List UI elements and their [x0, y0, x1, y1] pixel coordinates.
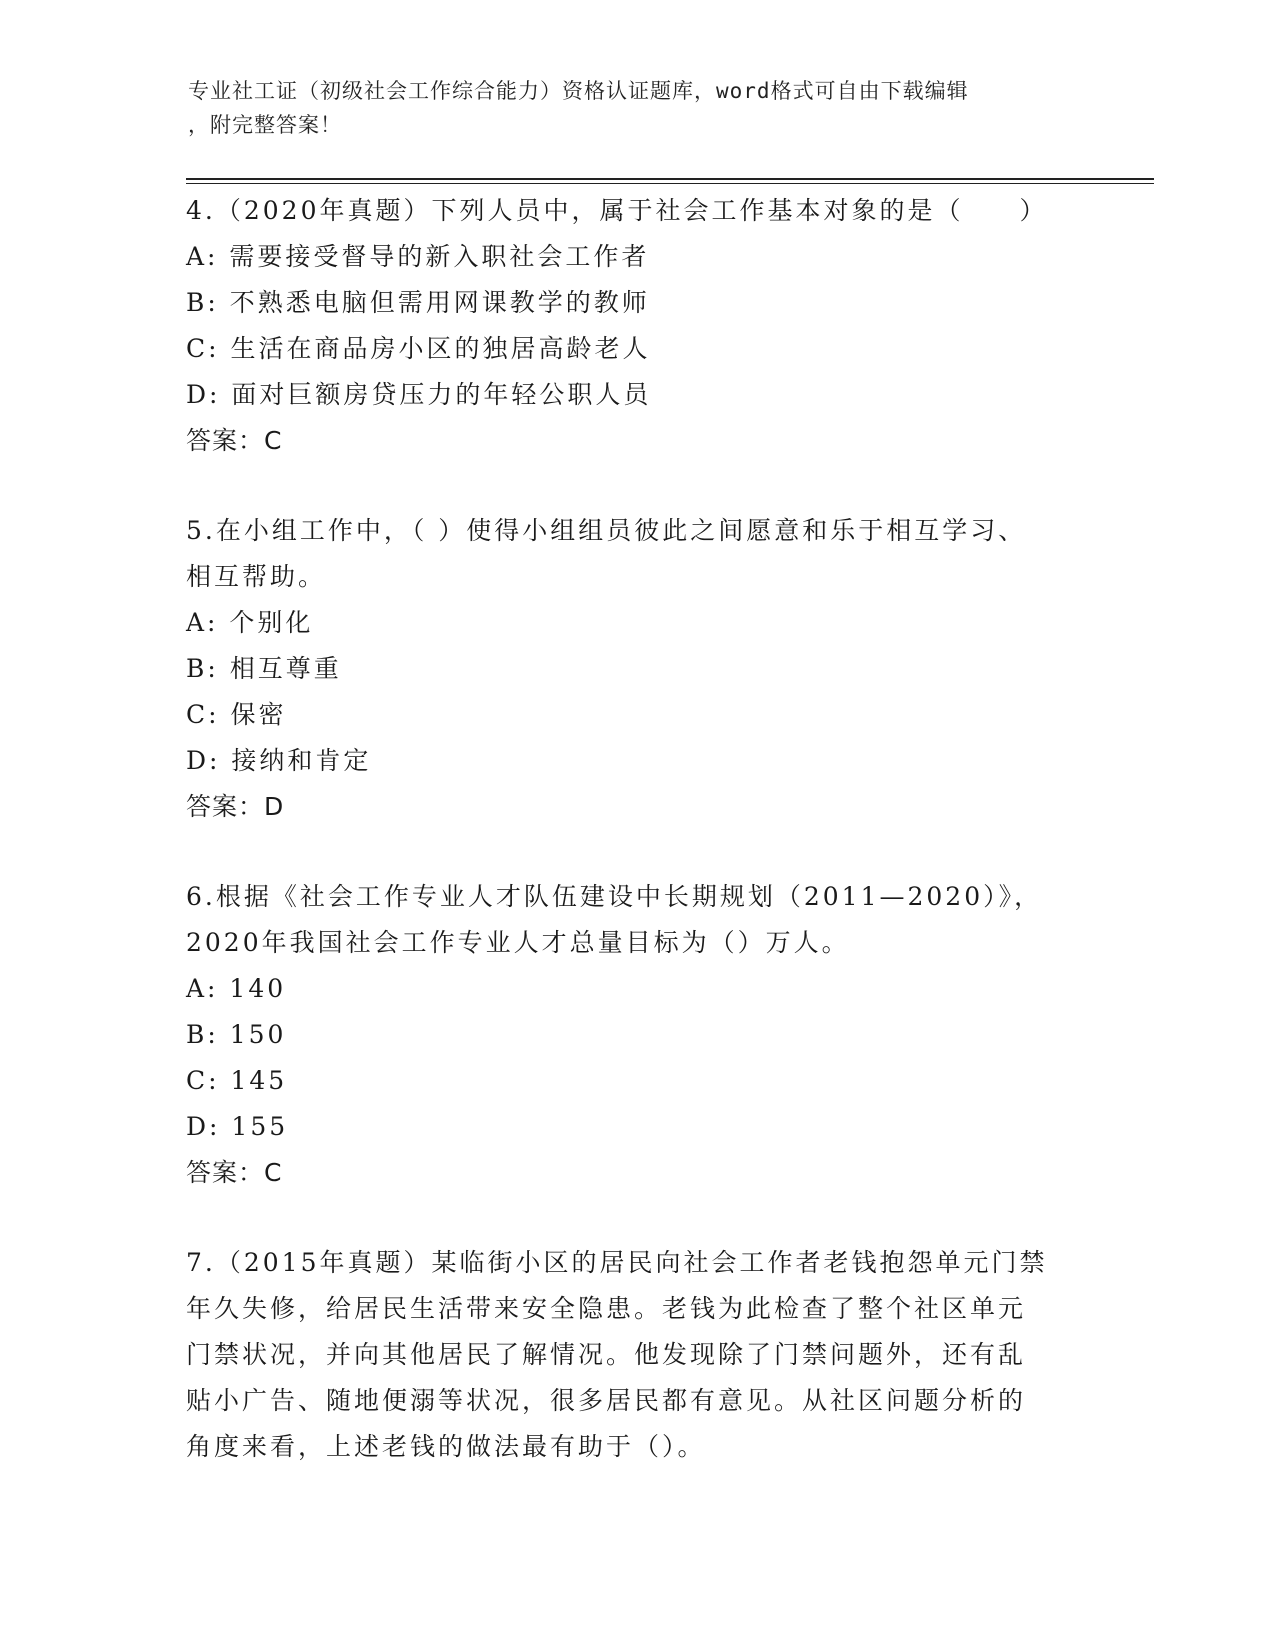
question-stem-line-2: 年久失修，给居民生活带来安全隐患。老钱为此检查了整个社区单元 [186, 1294, 1027, 1323]
question-stem-line-2: 2020年我国社会工作专业人才总量目标为（）万人。 [186, 928, 850, 957]
option-d: D: 面对巨额房贷压力的年轻公职人员 [186, 380, 652, 409]
document-header [188, 74, 1068, 142]
question-stem: 4.（2020年真题）下列人员中，属于社会工作基本对象的是（ ） [186, 196, 1048, 225]
header-divider-thin [186, 183, 1154, 184]
question-stem-line-4: 贴小广告、随地便溺等状况，很多居民都有意见。从社区问题分析的 [186, 1386, 1027, 1415]
question-stem-line-3: 门禁状况，并向其他居民了解情况。他发现除了门禁问题外，还有乱 [186, 1340, 1027, 1369]
question-stem-line-5: 角度来看，上述老钱的做法最有助于（）。 [186, 1432, 706, 1461]
option-a: A: 个别化 [186, 608, 314, 637]
question-5 [186, 508, 1086, 830]
option-b: B: 相互尊重 [186, 654, 342, 683]
option-c: C: 保密 [186, 700, 287, 729]
option-d: D: 接纳和肯定 [186, 746, 372, 775]
question-6 [186, 874, 1086, 1196]
question-stem-line-1: 7.（2015年真题）某临街小区的居民向社会工作者老钱抱怨单元门禁 [186, 1248, 1048, 1277]
option-d: D: 155 [186, 1112, 289, 1141]
answer-text: 答案：C [186, 1158, 283, 1187]
question-stem-line-1: 6.根据《社会工作专业人才队伍建设中长期规划（2011—2020）》， [186, 882, 1043, 911]
answer-text: 答案：C [186, 426, 283, 455]
option-c: C: 145 [186, 1066, 288, 1095]
option-b: B: 150 [186, 1020, 287, 1049]
option-a: A: 140 [186, 974, 287, 1003]
option-c: C: 生活在商品房小区的独居高龄老人 [186, 334, 651, 363]
question-stem-line-2: 相互帮助。 [186, 562, 327, 591]
question-stem-line-1: 5.在小组工作中，（ ）使得小组组员彼此之间愿意和乐于相互学习、 [186, 516, 1027, 545]
answer-text: 答案：D [186, 792, 285, 821]
option-b: B: 不熟悉电脑但需用网课教学的教师 [186, 288, 650, 317]
option-a: A: 需要接受督导的新入职社会工作者 [186, 242, 650, 271]
question-list [186, 188, 1086, 1470]
question-4 [186, 188, 1086, 464]
question-7 [186, 1240, 1086, 1470]
header-line-2: ，附完整答案！ [188, 113, 342, 137]
header-divider-thick [186, 178, 1154, 180]
header-line-1: 专业社工证（初级社会工作综合能力）资格认证题库，word格式可自由下载编辑 [188, 79, 969, 103]
